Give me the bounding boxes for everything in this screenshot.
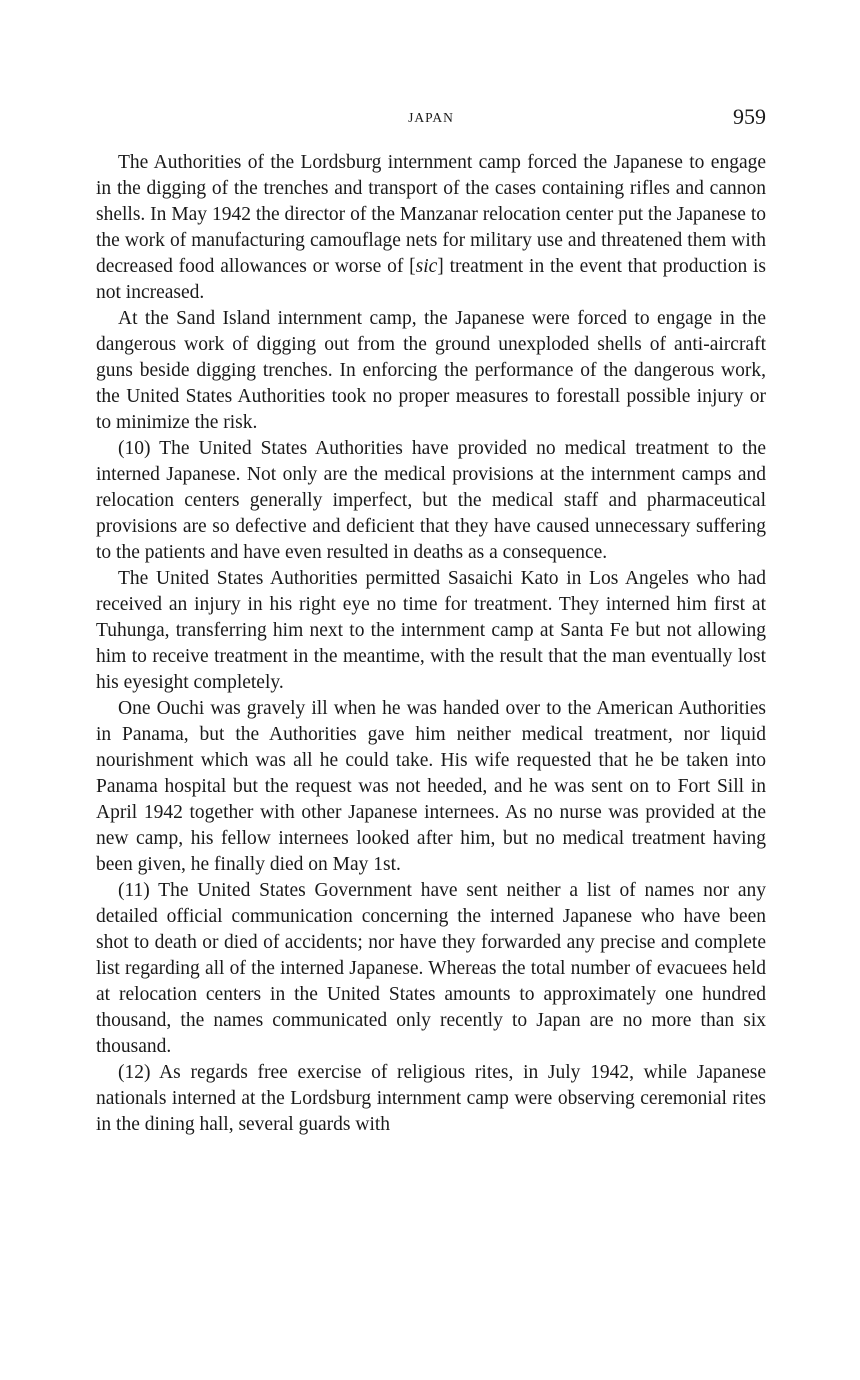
paragraph-sasaichi-kato: The United States Authorities permitted Sasaichi Kato in Los Angeles who had received an injury in his right eye no time for treatment. They interned him first at Tuhunga, transferring him next to the internment camp at Santa Fe but not allowing him to receive treatment in the meantime, with the result that the man eventually lost his eyesight completely.	[96, 568, 766, 693]
page-header	[96, 104, 766, 134]
paragraph-list-of-names: (11) The United States Government have sent neither a list of names nor any detailed official communication concerning the interned Japanese who have been shot to death or died of accidents; nor have they forwarded any precise and complete list regarding all of the interned Japanese. Whereas the total number of evacuees held at relocation centers in the United States amounts to approximately one hundred thousand, the names communicated only recently to Japan are no more than six thousand.	[96, 880, 766, 1057]
paragraph-ouchi: One Ouchi was gravely ill when he was handed over to the American Authorities in Panama, but the Authorities gave him neither medical treatment, nor liquid nourishment which was all he could take. His wife requested that he be taken into Panama hospital but the request was not heeded, and he was sent on to Fort Sill in April 1942 together with other Japanese internees. As no nurse was provided at the new camp, his fellow internees looked after him, but no medical treatment having been given, he finally died on May 1st.	[96, 698, 766, 875]
paragraph-lordsburg-trenches	[96, 150, 766, 306]
running-head: JAPAN	[408, 110, 454, 125]
paragraph-sand-island: At the Sand Island internment camp, the Japanese were forced to engage in the dangerous work of digging out from the ground unexploded shells of anti-aircraft guns beside digging trenches. In enforcing the performance of the dangerous work, the United States Authorities took no proper measures to forestall possible injury or to minimize the risk.	[96, 308, 766, 433]
document-page	[96, 104, 766, 1138]
sic-annotation: sic	[415, 256, 438, 277]
paragraph-medical-treatment: (10) The United States Authorities have provided no medical treatment to the interned Japanese. Not only are the medical provisions at the internment camps and relocation centers generally imperfect, but the medical staff and pharmaceutical provisions are so defective and deficient that they have caused unnecessary suffering to the patients and have even resulted in deaths as a consequence.	[96, 438, 766, 563]
page-number: 959	[733, 104, 766, 129]
paragraph-text: The Authorities of the Lordsburg internment camp forced the Japanese to engage in the digging of the trenches and transport of the cases containing rifles and cannon shells. In May 1942 the director of the Manzanar relocation center put the Japanese to the work of manufacturing camouflage nets for military use and threatened them with decreased food allowances or worse of [	[96, 152, 766, 277]
paragraph-text-continued: ] treatment in the event that production is not increased.	[96, 256, 767, 303]
body-text	[96, 150, 766, 1138]
paragraph-religious-rites: (12) As regards free exercise of religious rites, in July 1942, while Japanese nationals interned at the Lordsburg internment camp were observing ceremonial rites in the dining hall, several guards with	[96, 1062, 766, 1135]
